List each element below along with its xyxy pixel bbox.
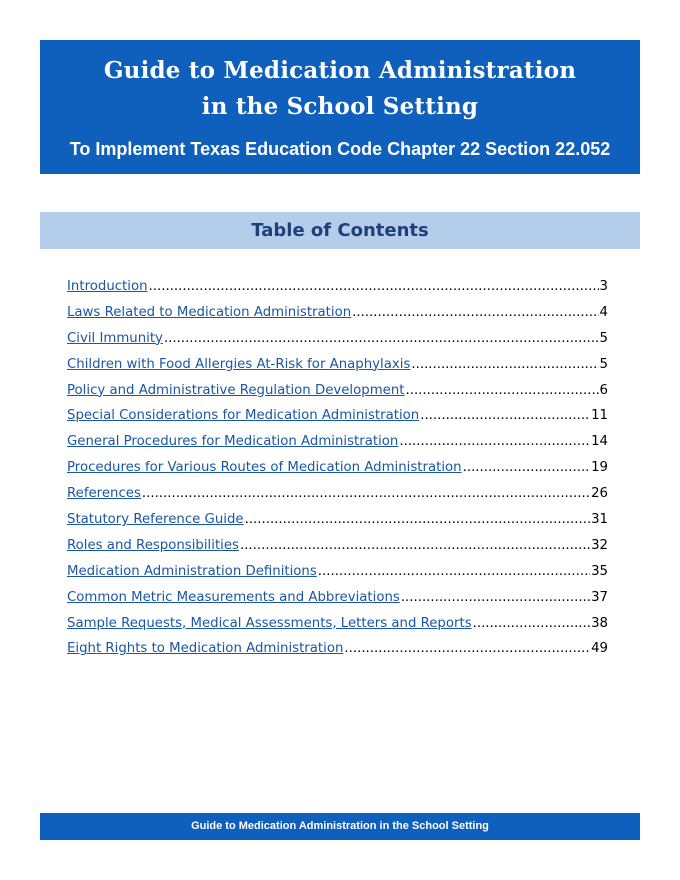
toc-entry [67,300,608,326]
footer-bar [40,813,640,840]
toc-entry-link[interactable]: Sample Requests, Medical Assessments, Letters and Reports [67,615,472,631]
toc-heading: Table of Contents [251,220,429,241]
toc-entry [67,507,608,533]
footer-text: Guide to Medication Administration in the School Setting [191,820,489,832]
toc-page-number: 3 [599,279,608,294]
toc-entry [67,455,608,481]
document-subtitle: To Implement Texas Education Code Chapter 22 Section 22.052 [69,139,611,159]
toc-dot-leader [411,352,598,378]
toc-heading-bar [40,212,640,249]
header-banner [40,40,640,174]
toc-entry [67,559,608,585]
toc-entry-link[interactable]: Special Considerations for Medication Administration [67,408,420,424]
toc-dot-leader [463,455,590,481]
toc-entry-link[interactable]: Policy and Administrative Regulation Development [67,382,405,398]
toc-page-number: 38 [591,615,608,631]
toc-dot-leader [164,326,599,352]
toc-dot-leader [405,378,598,404]
toc-entry [67,481,608,507]
toc-list [67,274,608,662]
toc-dot-leader [245,507,590,533]
toc-entry [67,429,608,455]
toc-entry-link[interactable]: Medication Administration Definitions [67,563,317,579]
toc-dot-leader [149,274,599,300]
toc-entry [67,533,608,559]
toc-dot-leader [420,403,590,429]
toc-page-number: 5 [599,330,608,346]
document-title-line-1: Guide to Medication Administration [103,57,577,84]
toc-entry [67,326,608,352]
toc-page-number: 4 [599,304,608,320]
toc-dot-leader [399,429,590,455]
toc-entry [67,585,608,611]
toc-dot-leader [318,559,590,585]
toc-entry-link[interactable]: Children with Food Allergies At-Risk for Anaphylaxis [67,356,411,372]
toc-page-number: 26 [591,486,608,502]
toc-dot-leader [352,300,598,326]
toc-page-number: 14 [591,434,608,450]
toc-dot-leader [401,585,590,611]
toc-dot-leader [240,533,590,559]
toc-dot-leader [473,611,590,637]
toc-entry [67,636,608,662]
toc-page-number: 49 [591,641,608,657]
toc-page-number: 31 [591,512,608,528]
toc-entry [67,611,608,637]
toc-entry [67,403,608,429]
toc-page-number: 6 [599,382,608,398]
toc-entry-link[interactable]: Laws Related to Medication Administration [67,304,352,320]
toc-entry-link[interactable]: Civil Immunity [67,330,163,346]
toc-page-number: 37 [591,589,608,605]
toc-entry-link[interactable]: Common Metric Measurements and Abbreviations [67,589,400,605]
toc-entry-link[interactable]: Introduction [67,279,148,294]
toc-dot-leader [344,636,590,662]
toc-entry-link[interactable]: Roles and Responsibilities [67,537,239,553]
toc-page-number: 5 [599,356,608,372]
toc-page-number: 11 [591,408,608,424]
toc-entry-link[interactable]: Eight Rights to Medication Administration [67,641,344,657]
toc-page-number: 32 [591,537,608,553]
toc-entry-link[interactable]: Statutory Reference Guide [67,512,244,528]
toc-page-number: 19 [591,460,608,476]
toc-dot-leader [142,481,590,507]
document-title-line-2: in the School Setting [201,93,479,120]
toc-entry [67,352,608,378]
toc-entry [67,274,608,300]
toc-page-number: 35 [591,563,608,579]
toc-entry-link[interactable]: References [67,486,141,502]
toc-entry-link[interactable]: General Procedures for Medication Administration [67,434,399,450]
toc-entry [67,378,608,404]
toc-entry-link[interactable]: Procedures for Various Routes of Medication Administration [67,460,462,476]
